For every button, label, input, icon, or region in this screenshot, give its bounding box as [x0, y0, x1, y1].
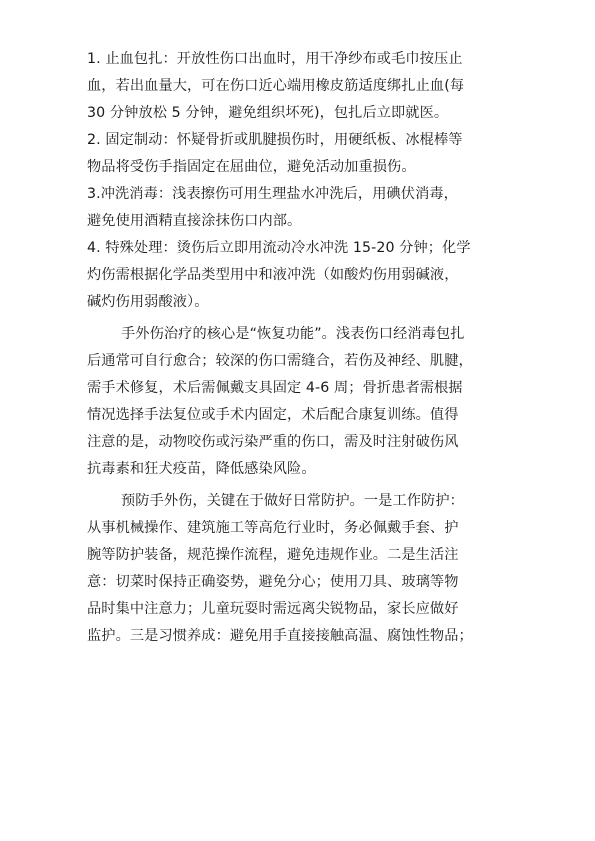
text-line-20: 意：切菜时保持正确姿势，避免分心；使用刀具、玻璃等物: [87, 574, 459, 590]
text-line-6: 3.冲洗消毒：浅表擦伤可用生理盐水冲洗后，用碘伏消毒，: [87, 186, 458, 202]
text-line-12: 后通常可自行愈合；较深的伤口需缝合，若伤及神经、肌腱，: [87, 353, 473, 369]
text-line-8: 4. 特殊处理：烫伤后立即用流动冷水冲洗 15-20 分钟；化学: [87, 240, 471, 256]
text-line-4: 2. 固定制动：怀疑骨折或肌腱损伤时，用硬纸板、冰棍棒等: [87, 132, 463, 148]
text-line-18: 从事机械操作、建筑施工等高危行业时，务必佩戴手套、护: [87, 520, 459, 536]
text-line-15: 注意的是，动物咬伤或污染严重的伤口，需及时注射破伤风: [87, 434, 459, 450]
document-body: [87, 46, 517, 650]
paragraph-treatment-start: 手外伤治疗的核心是“恢复功能”。浅表伤口经消毒包扎: [121, 326, 465, 342]
text-line-1: 1. 止血包扎：开放性伤口出血时，用干净纱布或毛巾按压止: [87, 51, 463, 67]
text-line-10: 碱灼伤用弱酸液）。: [87, 294, 209, 310]
text-line-5: 物品将受伤手指固定在屈曲位，避免活动加重损伤。: [87, 159, 416, 175]
text-line-7: 避免使用酒精直接涂抹伤口内部。: [87, 213, 302, 229]
text-line-2: 血，若出血量大，可在伤口近心端用橡皮筋适度绑扎止血(每: [87, 78, 465, 94]
text-line-14: 情况选择手法复位或手术内固定，术后配合康复训练。值得: [87, 407, 459, 423]
paragraph-prevention-start: 预防手外伤，关键在于做好日常防护。一是工作防护：: [121, 493, 464, 509]
text-line-3: 30 分钟放松 5 分钟，避免组织坏死)，包扎后立即就医。: [87, 105, 449, 121]
text-line-16: 抗毒素和狂犬疫苗，降低感染风险。: [87, 461, 316, 477]
text-line-19: 腕等防护装备，规范操作流程，避免违规作业。二是生活注: [87, 547, 459, 563]
text-line-21: 品时集中注意力；儿童玩耍时需远离尖锐物品，家长应做好: [87, 601, 459, 617]
text-line-13: 需手术修复，术后需佩戴支具固定 4-6 周；骨折患者需根据: [87, 380, 463, 396]
text-line-22: 监护。三是习惯养成：避免用手直接接触高温、腐蚀性物品；: [87, 628, 473, 644]
text-line-9: 灼伤需根据化学品类型用中和液冲洗（如酸灼伤用弱碱液，: [87, 267, 459, 283]
